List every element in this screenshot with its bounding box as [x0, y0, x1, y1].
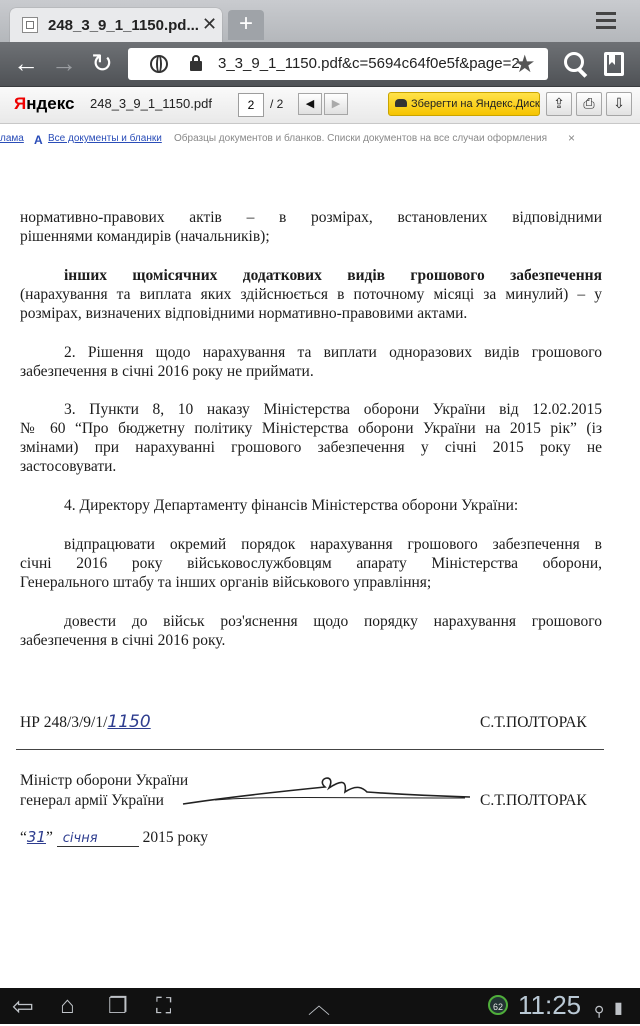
save-to-yandex-disk-button[interactable] [388, 92, 540, 116]
signature-date: “31” січня 2015 року [20, 828, 209, 846]
page-number-input[interactable]: 2 [238, 93, 264, 117]
date-year: 2015 року [142, 829, 209, 846]
date-day: 31 [26, 828, 46, 846]
registration-number: НР 248/3/9/1/1150 [20, 712, 151, 732]
all-documents-link[interactable]: Все документы и бланки [48, 133, 162, 144]
handwritten-reg-number: 1150 [107, 712, 151, 732]
download-icon[interactable]: ⇩ [606, 92, 632, 116]
recent-apps-icon[interactable]: ❐ [108, 993, 128, 1018]
next-page-button[interactable]: ▶ [324, 93, 348, 115]
paragraph-1: нормативно-правових актів – в розмірах, встановлених відповідними рішеннями командирів (начальників); [20, 209, 602, 245]
disk-icon [395, 99, 407, 107]
system-navigation-bar [0, 988, 640, 1024]
pdf-filename: 248_3_9_1_1150.pdf [90, 96, 212, 111]
system-back-icon[interactable]: ⇦ [12, 991, 34, 1021]
signer-name-top: С.Т.ПОЛТОРАК [480, 714, 587, 731]
paragraph-3: 2. Рішення щодо нарахування та виплати одноразових видів грошового забезпечення в січні 2016 року не приймати. [20, 344, 602, 380]
pdf-page [0, 152, 640, 988]
usb-icon: ⚲ [594, 1003, 605, 1019]
address-bar[interactable] [128, 48, 548, 80]
tab-strip [0, 0, 640, 42]
yandex-logo[interactable]: Яндекс [14, 94, 75, 113]
lock-icon [190, 61, 202, 71]
chevron-up-icon[interactable]: ︿ [308, 993, 331, 1018]
close-banner-icon[interactable]: × [568, 131, 576, 145]
minister-title-line-1: Міністр оборони України [20, 772, 189, 789]
reload-button[interactable]: ↻ [91, 48, 113, 78]
separator-line [16, 749, 604, 750]
pdf-viewer-toolbar [0, 87, 640, 124]
battery-icon: ▮ [614, 1000, 623, 1017]
share-icon[interactable]: ⇪ [546, 92, 572, 116]
search-icon[interactable] [562, 50, 590, 78]
cut-off-link[interactable]: лама [0, 133, 24, 144]
previous-page-button[interactable]: ◀ [298, 93, 322, 115]
related-documents-banner [0, 124, 640, 152]
bookmarks-icon[interactable] [600, 50, 626, 78]
screenshot-icon[interactable]: ⛶ [156, 993, 172, 1018]
paragraph-6: відпрацювати окремий порядок нарахування грошового забезпечення в січні 2016 року військовослужбовцям апарату Міністерства оборони, Генерального штабу та інших органів військового управління; [20, 536, 602, 591]
date-month: січня [57, 831, 139, 847]
navigation-toolbar [0, 42, 640, 87]
new-tab-button[interactable]: + [228, 10, 264, 40]
tabs-menu-icon[interactable] [596, 12, 620, 34]
bookmark-star-icon[interactable]: ★ [514, 51, 536, 78]
home-icon[interactable]: ⌂ [60, 992, 75, 1019]
signer-name-bottom: С.Т.ПОЛТОРАК [480, 792, 587, 809]
forward-button[interactable]: → [51, 48, 77, 78]
globe-icon [150, 55, 168, 73]
paragraph-2: інших щомісячних додаткових видів грошового забезпечення (нарахування та виплата яких здійснюється в поточному місяці за минулий) – у розмірах, визначених відповідними нормативно-правовими актами. [20, 267, 602, 322]
paragraph-4: 3. Пункти 8, 10 наказу Міністерства оборони України від 12.02.2015 № 60 “Про бюджетну політику Міністерства оборони України на 2015 рік” (із змінами) при нарахуванні грошового забезпечення у січні 2015 року не застосовувати. [20, 401, 602, 475]
url-text[interactable]: 3_3_9_1_1150.pdf&c=5694c64f0e5f&page=2 [218, 55, 520, 72]
battery-badge: 62 [488, 995, 508, 1015]
save-to-disk-label: Зберегти на Яндекс.Диск [411, 98, 540, 110]
clock: 11:25 [518, 990, 582, 1020]
minister-title-line-2: генерал армії України [20, 792, 164, 809]
tab-title: 248_3_9_1_1150.pd... [48, 17, 199, 34]
paragraph-7: довести до військ роз'яснення щодо порядку нарахування грошового забезпечення в січні 2016 року. [20, 613, 602, 649]
back-button[interactable]: ← [13, 48, 39, 78]
browser-tab[interactable] [10, 8, 222, 42]
page-total: / 2 [270, 97, 284, 111]
banner-description: Образцы документов и бланков. Списки документов на все случаи оформления [174, 133, 548, 144]
page-favicon-icon [22, 17, 38, 33]
paragraph-5: 4. Директору Департаменту фінансів Міністерства оборони України: [64, 497, 519, 514]
signature [175, 770, 475, 810]
print-icon[interactable]: ⎙ [576, 92, 602, 116]
document-service-icon: A [34, 133, 43, 147]
close-tab-icon[interactable]: ✕ [202, 14, 218, 34]
